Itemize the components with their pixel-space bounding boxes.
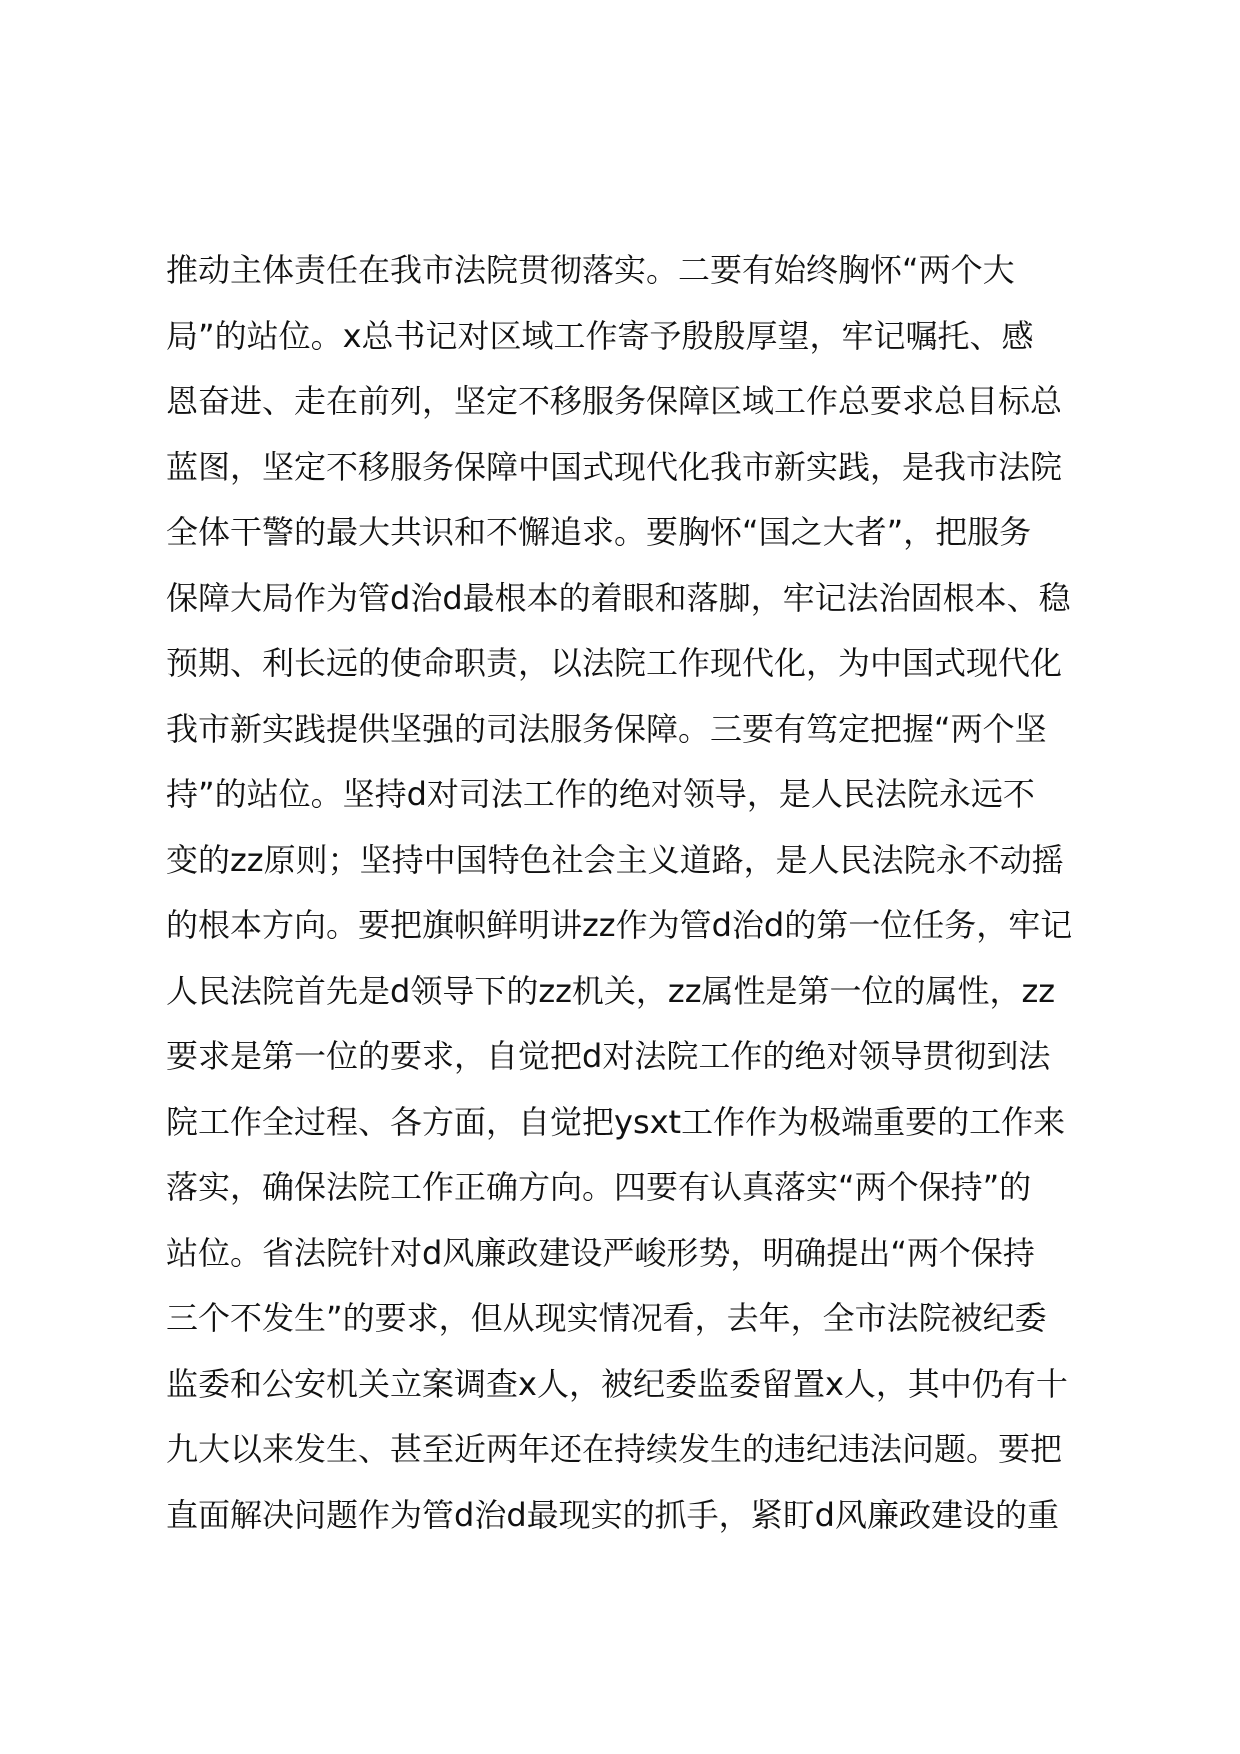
- text-line: 局”的站位。x总书记对区域工作寄予殷殷厚望，牢记嘱托、感: [166, 316, 1034, 355]
- text-line: 院工作全过程、各方面，自觉把ysxt工作作为极端重要的工作来: [166, 1102, 1066, 1141]
- text-line: 全体干警的最大共识和不懈追求。要胸怀“国之大者”，把服务: [166, 513, 1032, 551]
- text-line: 我市新实践提供坚强的司法服务保障。三要有笃定把握“两个坚: [166, 709, 1047, 748]
- text-line: 三个不发生”的要求，但从现实情况看，去年，全市法院被纪委: [166, 1299, 1047, 1337]
- text-line: 保障大局作为管d治d最根本的着眼和落脚，牢记法治固根本、稳: [166, 578, 1071, 617]
- text-line: 恩奋进、走在前列，坚定不移服务保障区域工作总要求总目标总: [166, 382, 1063, 420]
- text-line: 九大以来发生、甚至近两年还在持续发生的违纪违法问题。要把: [166, 1430, 1063, 1468]
- text-line: 持”的站位。坚持d对司法工作的绝对领导，是人民法院永远不: [166, 775, 1035, 813]
- text-line: 落实，确保法院工作正确方向。四要有认真落实“两个保持”的: [166, 1168, 1032, 1206]
- text-line: 的根本方向。要把旗帜鲜明讲zz作为管d治d的第一位任务，牢记: [166, 906, 1073, 944]
- text-line: 监委和公安机关立案调查x人，被纪委监委留置x人，其中仍有十: [166, 1364, 1068, 1403]
- text-line: 预期、利长远的使命职责，以法院工作现代化，为中国式现代化: [166, 644, 1063, 682]
- text-line: 要求是第一位的要求，自觉把d对法院工作的绝对领导贯彻到法: [166, 1037, 1051, 1075]
- body-text: [166, 238, 1126, 1548]
- text-line: 蓝图，坚定不移服务保障中国式现代化我市新实践，是我市法院: [166, 447, 1063, 486]
- text-line: 站位。省法院针对d风廉政建设严峻形势，明确提出“两个保持: [166, 1233, 1035, 1272]
- text-line: 变的zz原则；坚持中国特色社会主义道路，是人民法院永不动摇: [166, 840, 1064, 879]
- text-line: 推动主体责任在我市法院贯彻落实。二要有始终胸怀“两个大: [166, 251, 1015, 289]
- text-line: 人民法院首先是d领导下的zz机关，zz属性是第一位的属性，zz: [166, 971, 1056, 1010]
- text-line: 直面解决问题作为管d治d最现实的抓手，紧盯d风廉政建设的重: [166, 1495, 1059, 1534]
